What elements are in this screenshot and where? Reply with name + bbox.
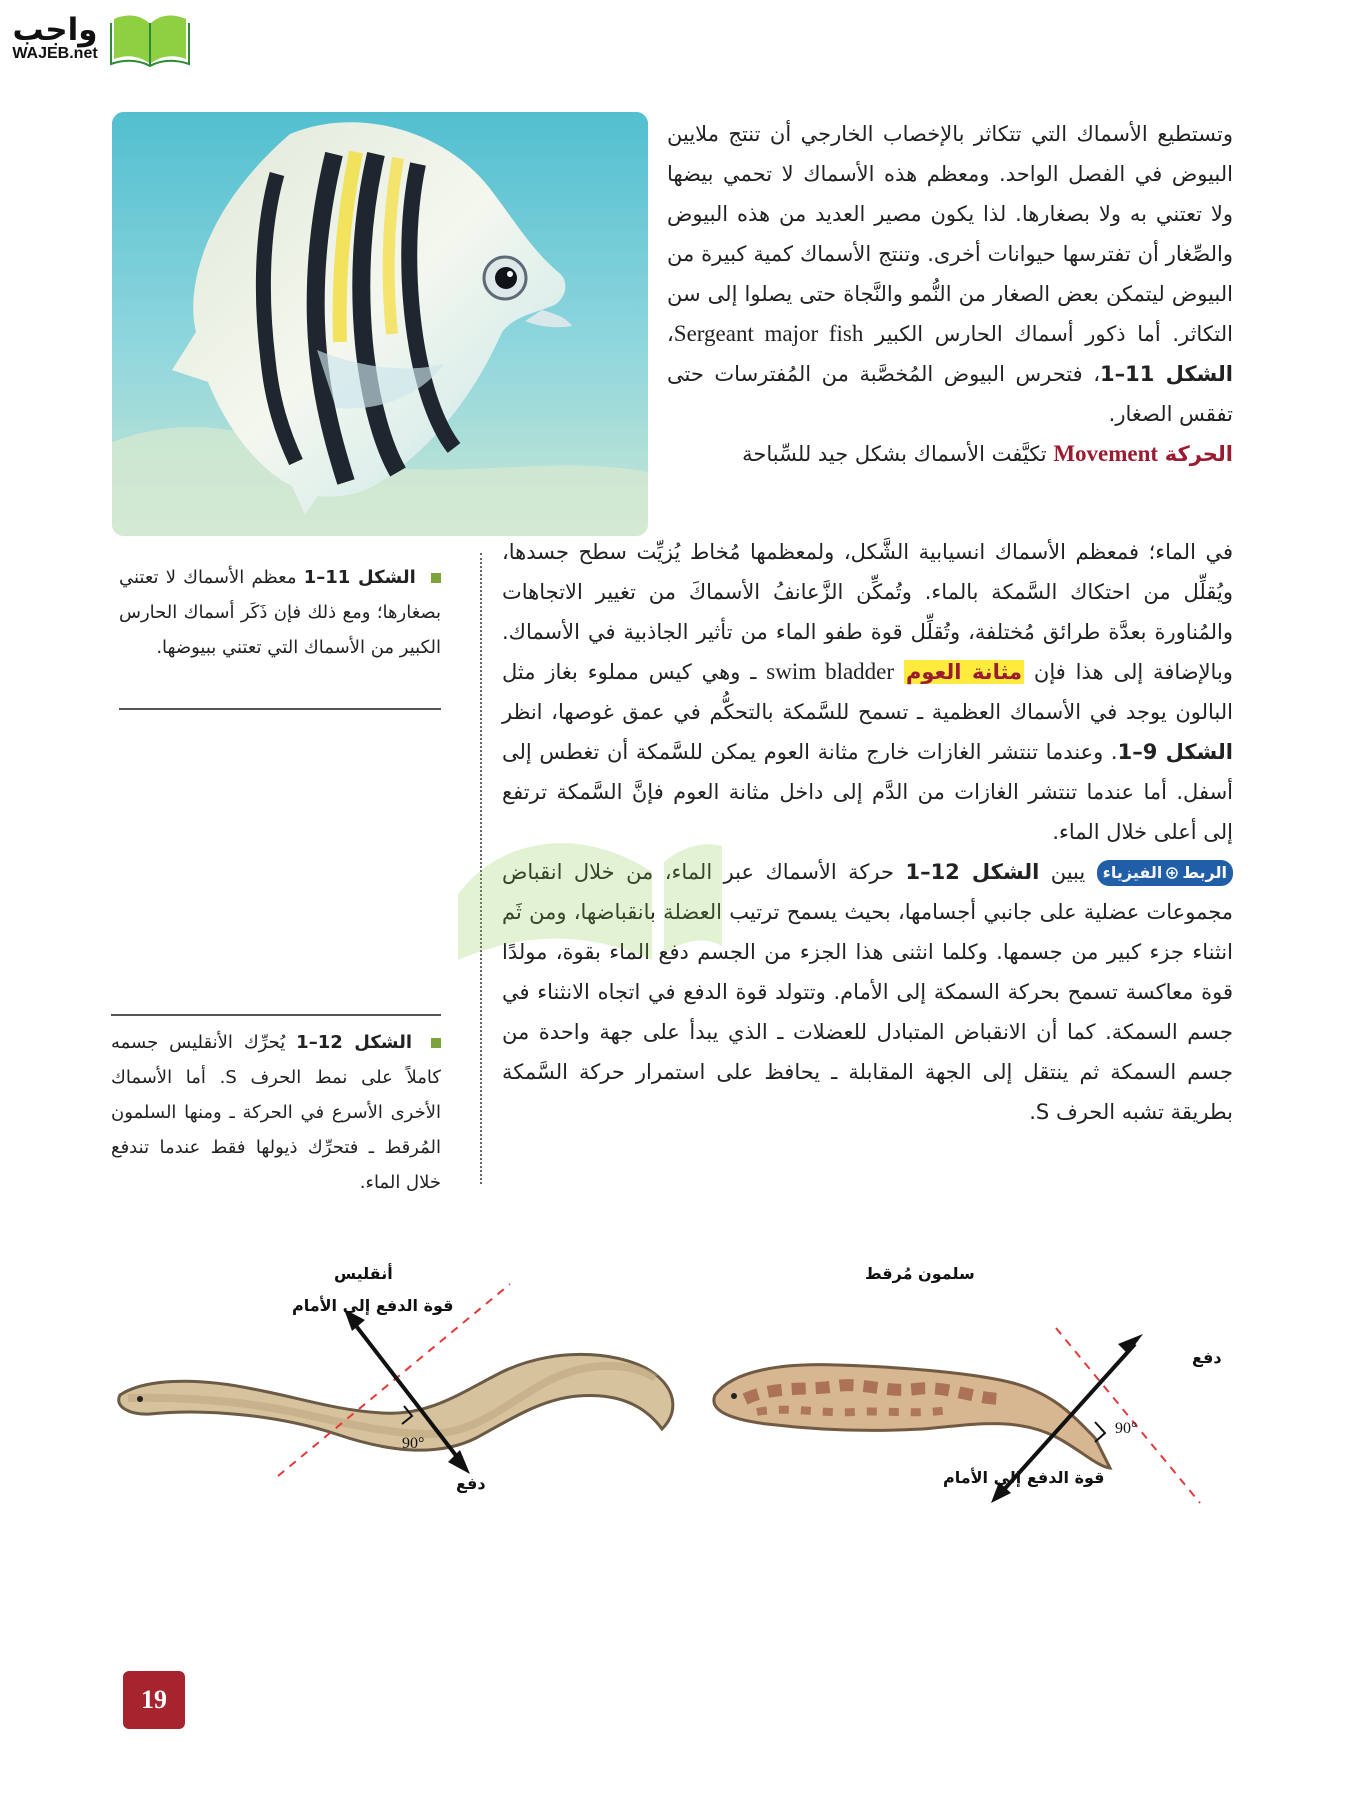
salmon-title: سلمون مُرقط bbox=[865, 1264, 975, 1283]
caption-text: يُحرِّك الأنقليس جسمه كاملاً على نمط الحرف S. أما الأسماك الأخرى الأسرع في الحركة ـ ومنها السلمون المُرقط ـ فتحرِّك ذيولها فقط عندما تندفع خلال الماء. bbox=[111, 1032, 441, 1193]
caption-label: الشكل 11–1 bbox=[303, 567, 416, 588]
eel-push-label: دفع bbox=[456, 1474, 486, 1493]
reproduction-text: وتستطيع الأسماك التي تتكاثر بالإخصاب الخارجي أن تنتج ملايين البيوض في الفصل الواحد. ومعظم هذه الأسماك لا تحمي بيضها ولا تعتني به ولا بصغارها. لذا يكون مصير العديد من هذه البيوض والصِّغار أن تفترسها حيوانات أخرى. وتنتج الأسماك كمية كبيرة من البيوض ليتمكن بعض الصغار من النُّمو والنَّجاة حتى يصلوا إلى سن التكاثر. أما ذكور أسماك الحارس الكبير bbox=[667, 122, 1233, 346]
link-label: الربط bbox=[1182, 863, 1227, 882]
figure-9-reference: الشكل 9–1 bbox=[1117, 740, 1233, 764]
eel-title: أنقليس bbox=[334, 1264, 393, 1283]
link-topic: الفيزياء bbox=[1102, 863, 1163, 882]
movement-diagram-svg bbox=[110, 1248, 1244, 1560]
caption-bullet bbox=[431, 573, 441, 583]
logo-arabic: واجب bbox=[12, 11, 98, 48]
caption-divider bbox=[119, 708, 441, 710]
caption-divider bbox=[111, 1014, 441, 1016]
eel-forward-label: قوة الدفع إلى الأمام bbox=[292, 1296, 454, 1315]
link-icon bbox=[1165, 866, 1179, 880]
wajeb-logo[interactable] bbox=[10, 8, 190, 68]
swim-bladder-english: swim bladder bbox=[766, 659, 895, 684]
figure-11-reference: الشكل 11–1 bbox=[1100, 362, 1233, 386]
logo-text bbox=[10, 11, 100, 62]
figure-12-caption bbox=[111, 1025, 441, 1200]
eel-angle-label: 90° bbox=[402, 1435, 425, 1452]
physics-link-badge bbox=[1097, 860, 1233, 886]
sergeant-major-english: Sergeant major fish bbox=[673, 321, 864, 346]
salmon-forward-label: قوة الدفع إلى الأمام bbox=[943, 1468, 1105, 1487]
physics-link-text: حركة الأسماك عبر الماء، من خلال انقباض مجموعات عضلية على جانبي أجسامها، بحيث يسمح ترتيب العضلة بانقباضها، ومن ثَم انثناء جزء كبير من جسمها. وكلما انثنى هذا الجزء من الجسم دفع الماء بقوة، مولدًا قوة معاكسة تسمح بحركة السمكة إلى الأمام. وتتولد قوة الدفع في اتجاه الانثناء في جسم السمكة. كما أن الانقباض المتبادل للعضلات ـ الذي يبدأ على جهة واحدة من جسم السمكة ثم ينتقل إلى الجهة المقابلة ـ يحافظ على استمرار حركة السَّمكة بطريقة تشبه الحرف S. bbox=[502, 860, 1233, 1124]
page-number: 19 bbox=[123, 1671, 185, 1729]
salmon-angle-label: 90° bbox=[1115, 1420, 1138, 1437]
reproduction-ending: ، فتحرس البيوض المُخصَّبة من المُفترسات حتى تفقس الصغار. bbox=[667, 362, 1233, 426]
fish-illustration bbox=[112, 112, 648, 536]
movement-paragraph bbox=[502, 532, 1233, 1132]
caption-text: معظم الأسماك لا تعتني بصغارها؛ ومع ذلك فإن ذَكَر أسماك الحارس الكبير من الأسماك التي تعتني ببيوضها. bbox=[119, 567, 441, 658]
swim-bladder-term: مثانة العوم bbox=[905, 660, 1023, 684]
salmon-push-label: دفع bbox=[1192, 1348, 1222, 1367]
swim-bladder-text: ـ وهي كيس مملوء بغاز مثل البالون يوجد في الأسماك العظمية ـ تسمح للسَّمكة بالتحكُّم في عمق غوصها، انظر bbox=[502, 660, 1233, 724]
logo-latin: WAJEB.net bbox=[12, 44, 98, 62]
separator-text: ، bbox=[667, 322, 674, 346]
book-icon bbox=[110, 9, 190, 67]
movement-heading-en: Movement bbox=[1053, 441, 1159, 466]
column-divider bbox=[480, 553, 482, 1184]
movement-continuation: في الماء؛ فمعظم الأسماك انسيابية الشَّكل، ولمعظمها مُخاط يُزيِّت سطح جسدها، ويُقلِّل من احتكاك السَّمكة بالماء. وتُمكِّن الزَّعانفُ الأسماكَ من تغيير الاتجاهات والمُناورة بعدَّة طرائق مُختلفة، وتُقلِّل قوة طفو الماء من تأثير الجاذبية في الأسماك. وبالإضافة إلى هذا فإن bbox=[502, 540, 1233, 684]
figure-12-reference: الشكل 12–1 bbox=[905, 860, 1040, 884]
caption-bullet bbox=[431, 1038, 441, 1048]
movement-heading-ar: الحركة bbox=[1164, 442, 1233, 466]
swim-bladder-ending: . وعندما تنتشر الغازات خارج مثانة العوم يمكن للسَّمكة أن تغطس إلى أسفل. أما عندما تنتشر الغازات من الدَّم إلى داخل مثانة العوم فإنَّ السَّمكة ترتفع إلى أعلى خلال الماء. bbox=[502, 740, 1233, 844]
figure-11-caption bbox=[119, 560, 441, 665]
caption-label: الشكل 12–1 bbox=[296, 1032, 413, 1053]
reproduction-paragraph bbox=[667, 114, 1233, 474]
fish-movement-diagram bbox=[110, 1248, 1244, 1560]
movement-start: تكيَّفت الأسماك بشكل جيد للسِّباحة bbox=[742, 442, 1047, 466]
link-intro: يبين bbox=[1050, 860, 1086, 884]
sergeant-major-fish-photo bbox=[112, 112, 648, 536]
